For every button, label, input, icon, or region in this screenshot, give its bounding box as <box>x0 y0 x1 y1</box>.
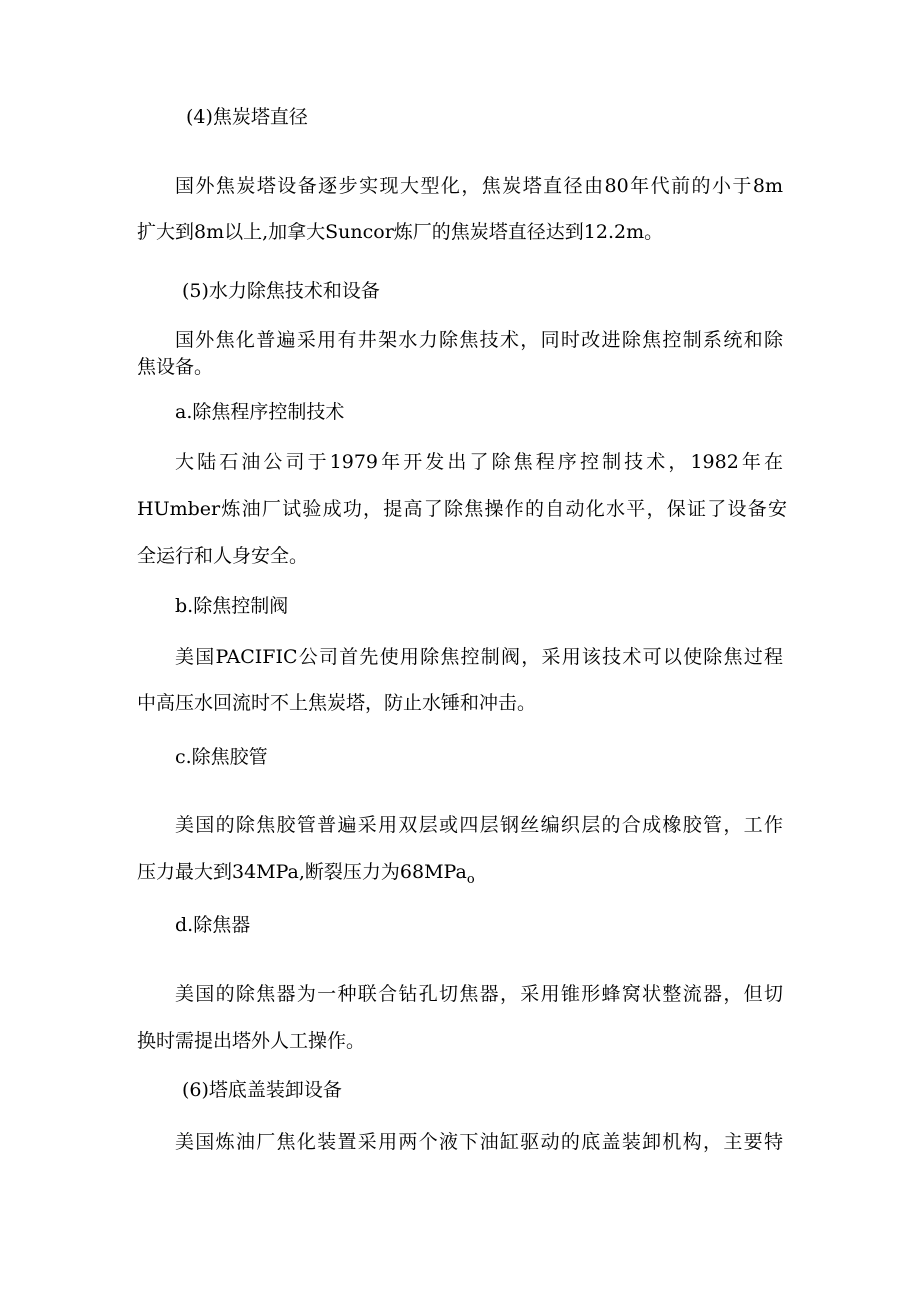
subsection-heading-c: c.除焦胶管 <box>175 746 268 768</box>
section-heading-4: (4)焦炭塔直径 <box>186 106 308 128</box>
paragraph-line: 大陆石油公司于1979年开发出了除焦程序控制技术，1982年在 <box>175 451 783 473</box>
subsection-heading-d: d.除焦器 <box>175 914 251 936</box>
paragraph-line: 焦设备。 <box>137 356 214 378</box>
paragraph-line: 美国的除焦器为一种联合钻孔切焦器，采用锥形蜂窝状整流器，但切 <box>175 983 783 1005</box>
paragraph-line: HUmber炼油厂试验成功，提高了除焦操作的自动化水平，保证了设备安 <box>137 498 787 520</box>
paragraph-line: 国外焦炭塔设备逐步实现大型化，焦炭塔直径由80年代前的小于8m <box>175 175 783 197</box>
paragraph-line: 美国炼油厂焦化装置采用两个液下油缸驱动的底盖装卸机构，主要特 <box>175 1131 783 1153</box>
subsection-heading-b: b.除焦控制阀 <box>175 595 289 617</box>
paragraph-text: 压力最大到34MPa,断裂压力为68MPa <box>137 861 467 883</box>
paragraph-line <box>137 858 475 886</box>
section-heading-5: (5)水力除焦技术和设备 <box>182 280 380 302</box>
paragraph-line: 换时需提出塔外人工操作。 <box>137 1030 366 1052</box>
paragraph-line: 中高压水回流时不上焦炭塔，防止水锤和冲击。 <box>137 692 537 714</box>
paragraph-line: 扩大到8m以上,加拿大Suncor炼厂的焦炭塔直径达到12.2m。 <box>137 221 664 243</box>
paragraph-line: 全运行和人身安全。 <box>137 545 309 567</box>
section-heading-6: (6)塔底盖装卸设备 <box>182 1079 342 1101</box>
paragraph-line: 国外焦化普遍采用有井架水力除焦技术，同时改进除焦控制系统和除 <box>175 329 783 351</box>
paragraph-line: 美国PACIFIC公司首先使用除焦控制阀，采用该技术可以使除焦过程 <box>175 646 783 668</box>
subsection-heading-a: a.除焦程序控制技术 <box>175 401 345 423</box>
subscript-mark: o <box>466 871 475 887</box>
paragraph-line: 美国的除焦胶管普遍采用双层或四层钢丝编织层的合成橡胶管，工作 <box>175 814 783 836</box>
